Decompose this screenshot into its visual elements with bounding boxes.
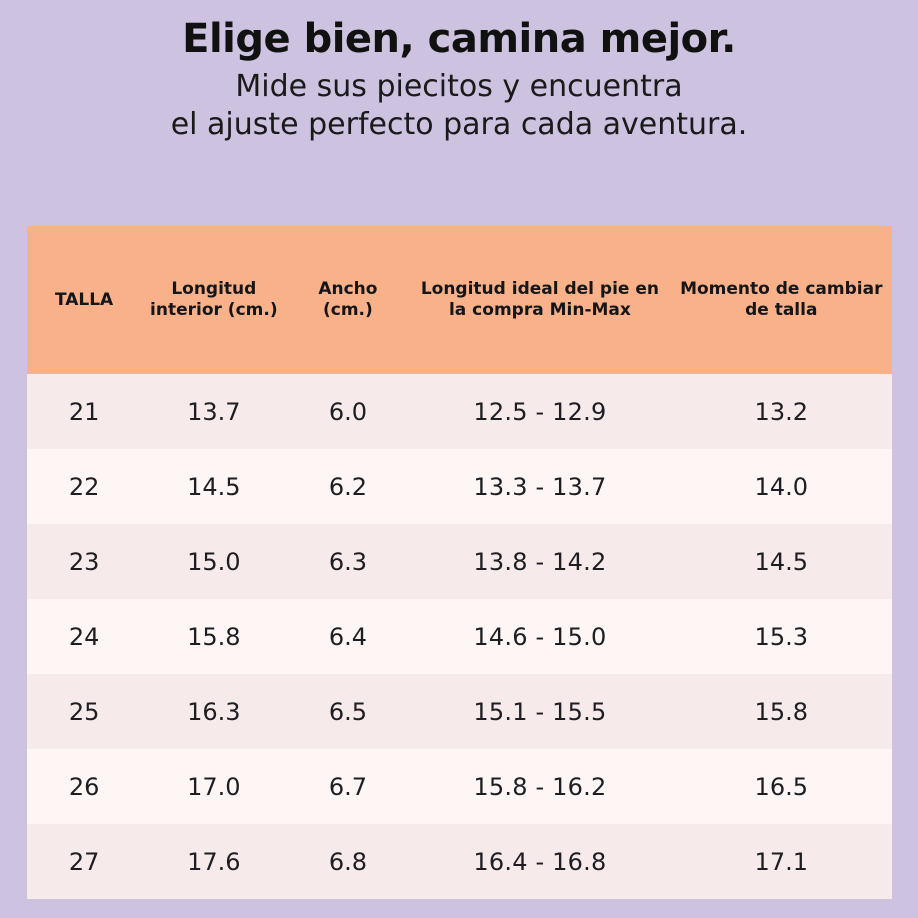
cell-longitud-interior: 15.8 — [141, 599, 286, 674]
column-header-talla: TALLA — [27, 226, 141, 374]
cell-longitud-ideal: 13.8 - 14.2 — [409, 524, 670, 599]
cell-ancho: 6.8 — [286, 824, 409, 899]
subtitle-line-1: Mide sus piecitos y encuentra — [235, 69, 683, 104]
cell-momento-cambiar: 15.3 — [671, 599, 892, 674]
cell-longitud-ideal: 16.4 - 16.8 — [409, 824, 670, 899]
cell-longitud-ideal: 15.8 - 16.2 — [409, 749, 670, 824]
cell-momento-cambiar: 13.2 — [671, 374, 892, 449]
table-header — [27, 226, 892, 374]
cell-ancho: 6.3 — [286, 524, 409, 599]
table-header-row — [27, 226, 892, 374]
cell-talla: 23 — [27, 524, 141, 599]
cell-longitud-ideal: 12.5 - 12.9 — [409, 374, 670, 449]
cell-longitud-interior: 14.5 — [141, 449, 286, 524]
page-subtitle — [0, 68, 918, 145]
cell-longitud-interior: 13.7 — [141, 374, 286, 449]
cell-longitud-interior: 16.3 — [141, 674, 286, 749]
bottom-spacer — [0, 904, 918, 918]
size-table — [27, 226, 892, 899]
column-header-momento-cambiar: Momento de cambiar de talla — [671, 226, 892, 374]
table-row — [27, 674, 892, 749]
table-row — [27, 599, 892, 674]
cell-longitud-ideal: 15.1 - 15.5 — [409, 674, 670, 749]
column-header-longitud-ideal: Longitud ideal del pie en la compra Min-Max — [409, 226, 670, 374]
cell-ancho: 6.0 — [286, 374, 409, 449]
cell-talla: 25 — [27, 674, 141, 749]
size-table-container — [27, 226, 892, 899]
cell-talla: 27 — [27, 824, 141, 899]
table-row — [27, 749, 892, 824]
column-header-ancho: Ancho (cm.) — [286, 226, 409, 374]
cell-momento-cambiar: 14.0 — [671, 449, 892, 524]
cell-momento-cambiar: 17.1 — [671, 824, 892, 899]
cell-longitud-interior: 17.0 — [141, 749, 286, 824]
table-body — [27, 374, 892, 899]
table-row — [27, 824, 892, 899]
header — [0, 0, 918, 145]
table-row — [27, 449, 892, 524]
cell-momento-cambiar: 16.5 — [671, 749, 892, 824]
cell-talla: 24 — [27, 599, 141, 674]
page-title: Elige bien, camina mejor. — [182, 16, 736, 62]
column-header-longitud-interior: Longitud interior (cm.) — [141, 226, 286, 374]
cell-longitud-ideal: 14.6 - 15.0 — [409, 599, 670, 674]
subtitle-line-2: el ajuste perfecto para cada aventura. — [170, 107, 748, 143]
cell-ancho: 6.7 — [286, 749, 409, 824]
cell-talla: 22 — [27, 449, 141, 524]
cell-talla: 26 — [27, 749, 141, 824]
cell-longitud-interior: 15.0 — [141, 524, 286, 599]
table-row — [27, 524, 892, 599]
cell-talla: 21 — [27, 374, 141, 449]
cell-momento-cambiar: 15.8 — [671, 674, 892, 749]
cell-ancho: 6.4 — [286, 599, 409, 674]
cell-longitud-interior: 17.6 — [141, 824, 286, 899]
cell-ancho: 6.2 — [286, 449, 409, 524]
table-row — [27, 374, 892, 449]
cell-ancho: 6.5 — [286, 674, 409, 749]
cell-longitud-ideal: 13.3 - 13.7 — [409, 449, 670, 524]
cell-momento-cambiar: 14.5 — [671, 524, 892, 599]
